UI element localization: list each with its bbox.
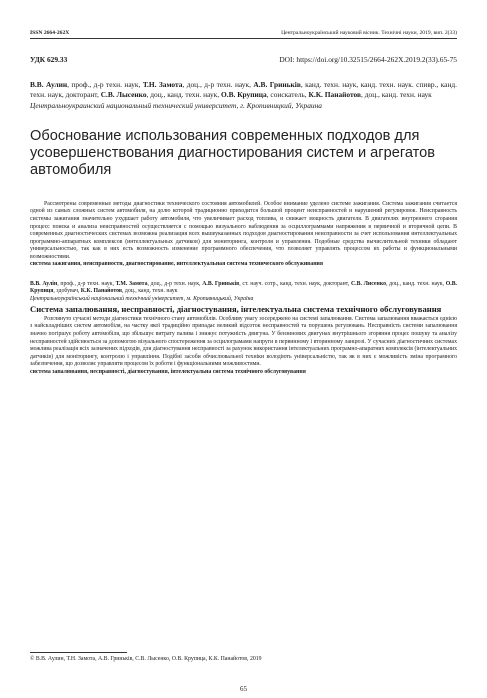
ua-author-3-degree: , ст. науч. сотр., канд. техн. наук, докторант,	[239, 280, 351, 287]
ru-author-5-degree: , соискатель,	[266, 90, 309, 100]
page-number: 65	[240, 685, 247, 693]
paper-title: Обоснование использования современных подходов для усовершенствования диагностирования систем и агрегатов автомобиля	[30, 127, 436, 178]
ua-author-2: Т.М. Замота	[115, 280, 148, 287]
ua-author-6-degree: , доц., канд. техн. наук	[122, 288, 178, 295]
running-header	[30, 30, 457, 37]
ru-abstract: Рассмотрены современные методы диагностики технического состояния автомобилей. Особое внимание уделено системе зажигания. Система зажигания считается одной из самых сложных систем автомобиля, на долю которой традиционно приходится большой процент неисправностей и нарушений регулировок. Неисправность системы зажигания значительно ухудшает работу автомобиля, что увеличивает расход топлива, и снижает мощность двигателя. В двигателях внутреннего сгорания процесс поиска и анализа неисправностей осуществляется с помощью визуального наблюдения за осциллограммами напряжения в первичной и вторичной цепи. В современных диагностических системах возможна реализация всех вышеуказанных подходов диагностирования неисправности за счет использования интеллектуальных программно-аппаратных комплексов (интеллектуальных датчиков) для мониторинга, контроля и управления. Подобные средства вычислительной техники обладают универсальностью, так как в них есть возможность изменение программного обеспечения, что позволяет управлять процессом их работы и функциональными возможностями.	[30, 200, 457, 260]
ua-author-6: К.К. Панайотов	[80, 288, 122, 295]
issn: ISSN 2664-262X	[30, 30, 70, 36]
ru-author-3-degree: , канд. техн. наук,	[300, 80, 361, 89]
ru-authors	[30, 80, 457, 101]
ua-author-1-degree: , проф., д-р техн. наук,	[57, 280, 116, 287]
ua-author-1: В.В. Аулін	[30, 280, 58, 287]
ua-author-4: С.В. Лисенко	[350, 280, 386, 287]
ua-affiliation: Центральноукраїнський національний технічний університет, м. Кропивницький, Україна	[30, 295, 254, 302]
doi-link[interactable]: DOI: https://doi.org/10.32515/2664-262X.2019.2(33).65-75	[279, 55, 457, 64]
ru-affiliation: Центральноукраинский национальный технический университет, г. Кропивницкий, Украина	[30, 100, 322, 110]
ru-author-6-degree: , доц., канд. техн. наук	[361, 90, 432, 100]
journal-name: Центральноукраїнський науковий вісник. Технічні науки, 2019, вип. 2(33)	[281, 30, 457, 36]
ru-author-5: О.В. Крупица	[220, 90, 267, 100]
ru-author-3: А.В. Гриньків	[253, 80, 301, 89]
ua-author-2-degree: , доц., д-р техн. наук,	[147, 280, 203, 287]
ua-authors	[30, 281, 457, 296]
ru-author-1-degree: , проф., д-р техн. наук,	[67, 80, 143, 89]
ru-author-6: К.К. Панайотов	[308, 90, 362, 100]
ua-author-3: А.В. Гриньків	[202, 280, 240, 287]
udk-code: УДК 629.33	[30, 55, 68, 64]
ru-author-3-position: канд. техн. наук. спивр., канд. техн. наук, докторант,	[30, 80, 458, 100]
footnote-rule	[30, 652, 127, 653]
header-rule	[30, 38, 457, 39]
ru-author-2-degree: , доц., д-р техн. наук,	[182, 80, 254, 89]
ru-author-2: Т.Н. Замота	[142, 80, 183, 89]
udk-doi-row	[30, 55, 457, 64]
ua-author-4-degree: , доц., канд. техн. наук,	[386, 280, 446, 287]
ru-keywords: система зажигания, неисправности, диагностирование, интеллектуальная система технического обслуживания	[30, 261, 324, 268]
ua-author-5-degree: , здобувач,	[53, 288, 81, 295]
page-body	[30, 30, 457, 376]
ru-author-1: В.В. Аулин	[30, 80, 68, 89]
ua-abstract: Розглянуто сучасні методи діагностики технічного стану автомобілів. Особливу увагу зосереджено на системі запалювання. Система запалювання вважається однією з найскладніших систем автомобіля, на частку якої традиційно припадає великий відсоток несправностей та порушень регулювань. Несправність системи запалювання значно погіршує роботу автомобіля, що збільшує витрату палива і знижує потужність двигуна. У бензинових двигунах внутрішнього згоряння процес пошуку та аналізу несправностей здійснюється за допомогою візуального спостереження за осцилограмами напруги в первинному і вторинному ланцюзі. У сучасних діагностичних системах можлива реалізація всіх зазначених підходів, для діагностування несправності за рахунок використання інтелектуальних програмно-апаратних комплексів (інтелектуальних датчиків) для моніторингу, контролю і управління. Подібні засоби обчислювальної техніки володіють універсальністю, так як в них є можливість зміна програмного забезпечення, що дозволяє управляти процесом їх роботи і функціональними можливостями.	[30, 315, 457, 368]
ua-title: Система запалювання, несправності, діагностування, інтелектуальна система технічного обслуговування	[30, 304, 442, 315]
ru-author-4-degree: , доц., канд. техн. наук,	[146, 90, 221, 100]
ru-author-4: С.В. Лысенко	[100, 90, 147, 100]
ua-keywords: система запалювання, несправності, діагностування, інтелектуальна система технічного обслуговування	[30, 368, 306, 375]
copyright-notice: © В.В. Аулин, Т.Н. Замота, А.В. Гриньків, С.В. Лысенко, О.В. Крупица, К.К. Панайотов, 2019	[30, 656, 262, 662]
ua-author-5: О.В. Крупиця	[30, 280, 458, 295]
